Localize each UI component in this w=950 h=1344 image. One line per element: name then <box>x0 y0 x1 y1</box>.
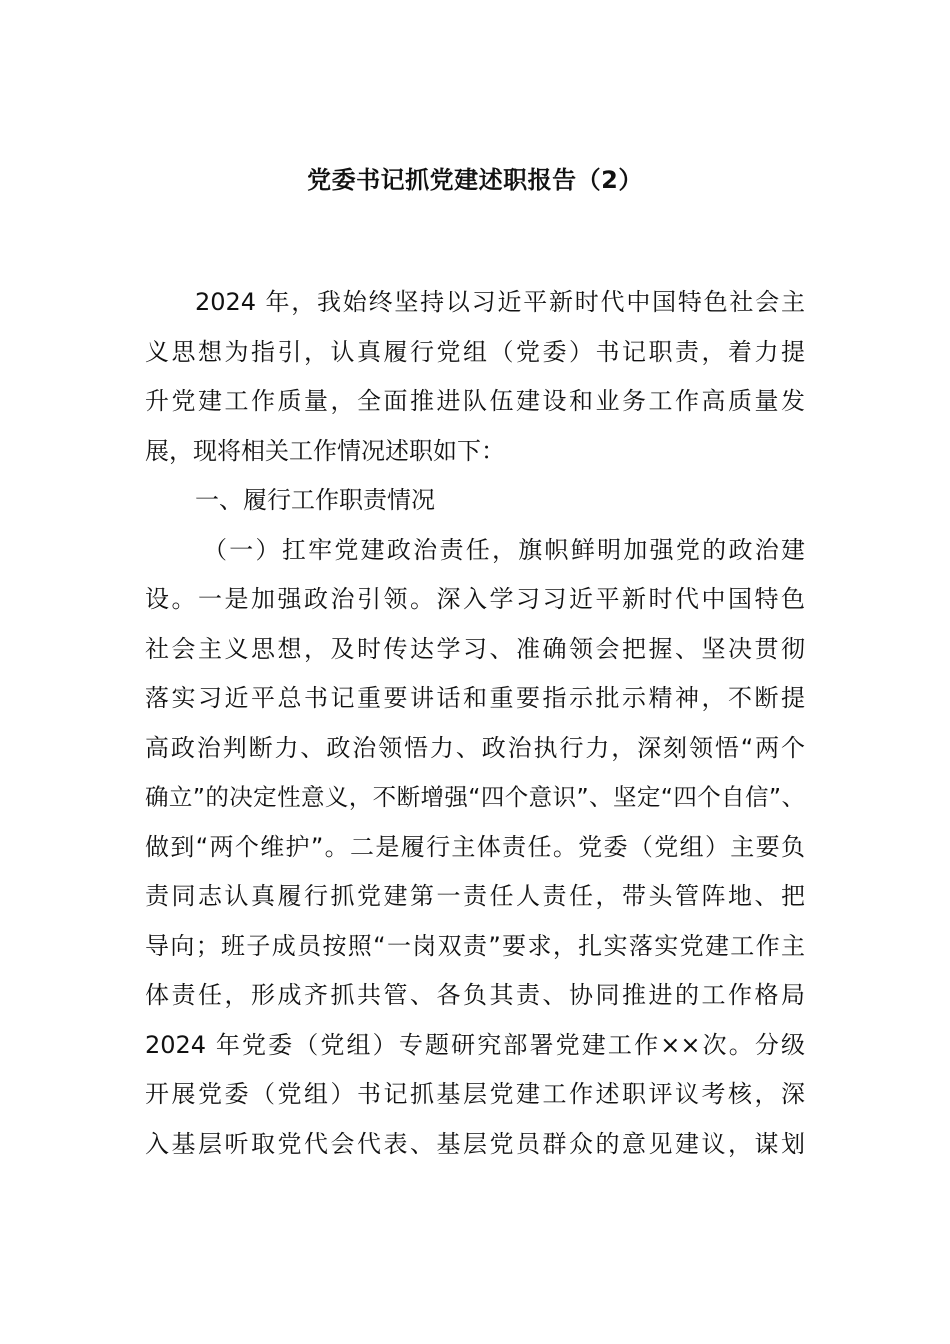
paragraph-line: 设。一是加强政治引领。深入学习习近平新时代中国特色 <box>145 585 805 613</box>
document-body <box>145 278 805 1169</box>
paragraph-line: 导向；班子成员按照“一岗双责”要求，扎实落实党建工作主 <box>145 931 805 960</box>
paragraph-line: 社会主义思想，及时传达学习、准确领会把握、坚决贯彻 <box>145 634 805 663</box>
paragraph-line: 入基层听取党代会代表、基层党员群众的意见建议，谋划 <box>145 1129 805 1158</box>
paragraph-line: 义思想为指引，认真履行党组（党委）书记职责，着力提 <box>145 337 805 366</box>
paragraph-line: 2024 年党委（党组）专题研究部署党建工作××次。分级 <box>145 1030 805 1059</box>
paragraph-line: 高政治判断力、政治领悟力、政治执行力，深刻领悟“两个 <box>145 733 805 762</box>
document-title: 党委书记抓党建述职报告（2） <box>307 166 643 194</box>
paragraph-line: 开展党委（党组）书记抓基层党建工作述职评议考核，深 <box>145 1080 805 1108</box>
paragraph-line: 升党建工作质量，全面推进队伍建设和业务工作高质量发 <box>145 387 805 415</box>
section-heading: 一、履行工作职责情况 <box>195 486 435 514</box>
paragraph-line: 展，现将相关工作情况述职如下： <box>145 436 505 465</box>
paragraph-line: 2024 年，我始终坚持以习近平新时代中国特色社会主 <box>195 288 805 316</box>
paragraph-line: 落实习近平总书记重要讲话和重要指示批示精神，不断提 <box>145 684 805 712</box>
paragraph-line: 确立”的决定性意义，不断增强“四个意识”、坚定“四个自信”、 <box>145 783 805 811</box>
paragraph-line: 体责任，形成齐抓共管、各负其责、协同推进的工作格局 <box>145 981 805 1009</box>
paragraph-line: 做到“两个维护”。二是履行主体责任。党委（党组）主要负 <box>145 832 805 861</box>
paragraph-line: 责同志认真履行抓党建第一责任人责任，带头管阵地、把 <box>145 882 805 910</box>
paragraph-line: （一）扛牢党建政治责任，旗帜鲜明加强党的政治建 <box>203 535 805 564</box>
